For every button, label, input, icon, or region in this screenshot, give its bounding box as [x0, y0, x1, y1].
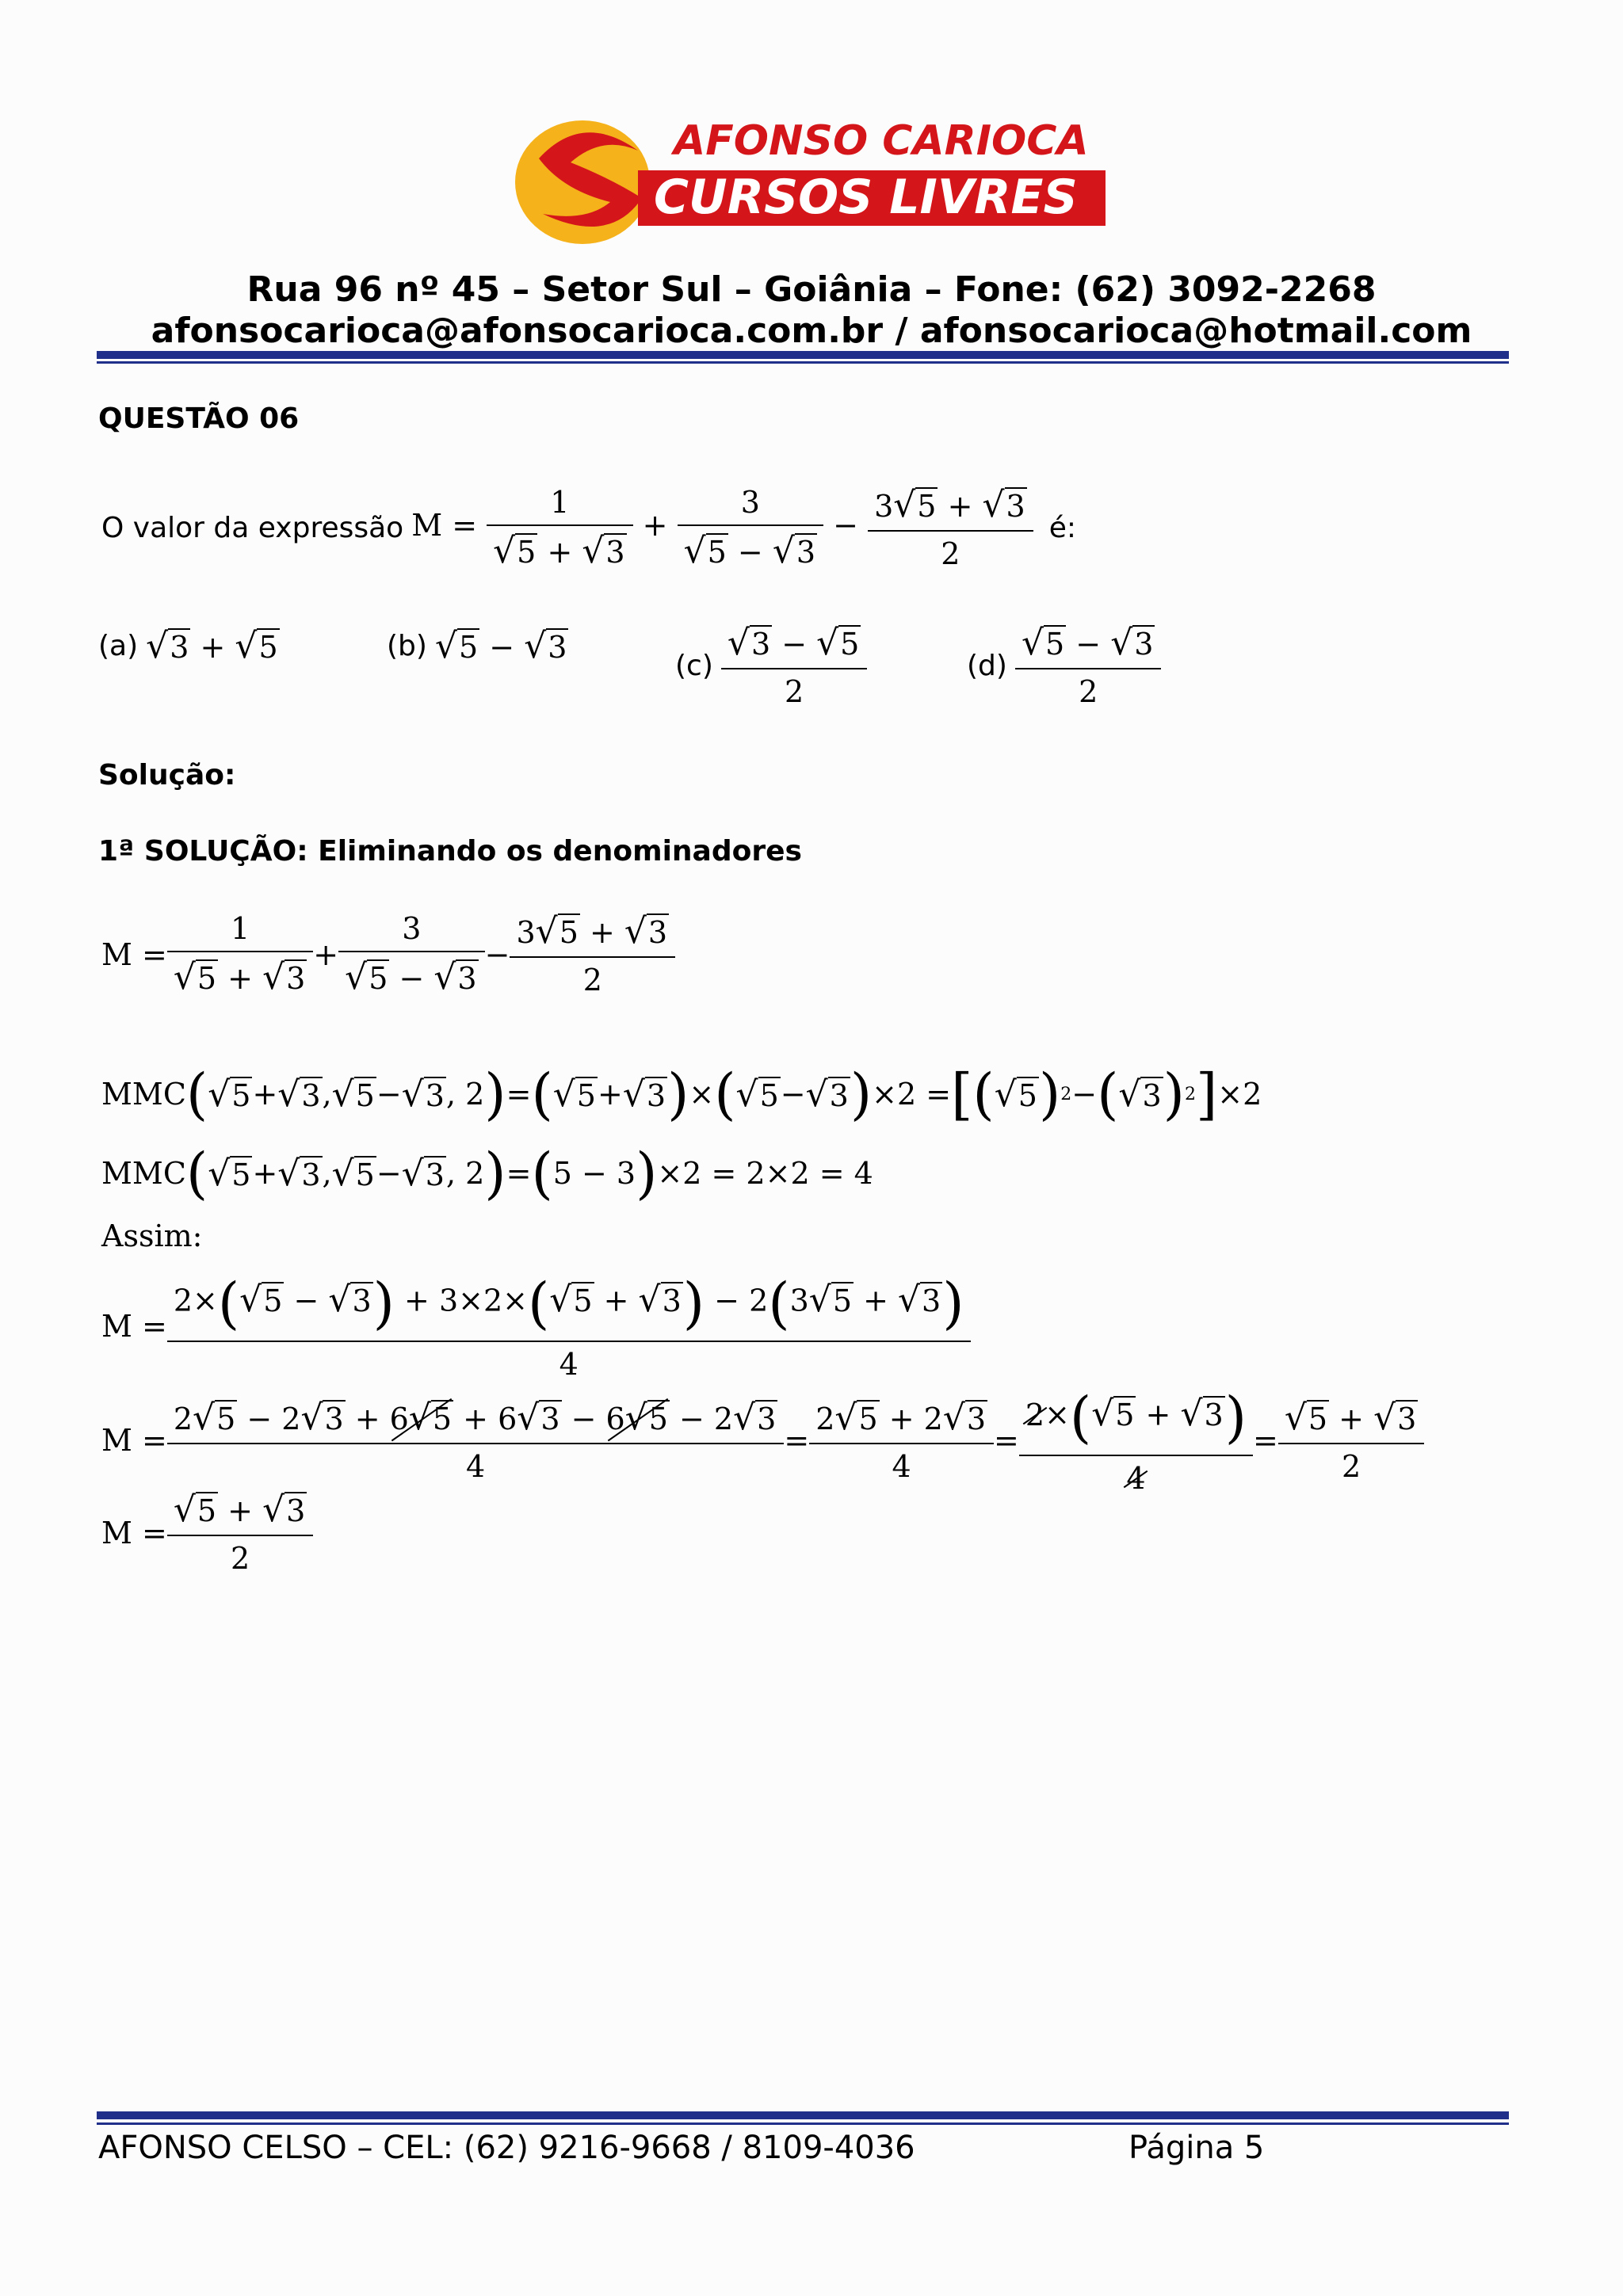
logo — [507, 103, 1109, 261]
solution-subtitle: 1ª SOLUÇÃO: Eliminando os denominadores — [98, 835, 802, 868]
expression-math: M = $\frac{1}{√5 + √3}$ + $\frac{3}{√5 - √3}$ − $\frac{3√5 + √3}{2}$ — [411, 485, 1033, 571]
logo-title: AFONSO CARIOCA — [674, 117, 1089, 165]
option-c-label: (c) — [675, 650, 713, 682]
option-a: (a) √3 + √5 — [98, 626, 278, 666]
option-c: (c) $\frac{√3 - √5}{2}$ — [675, 623, 867, 709]
math-line-4: M = $\frac{2\times(√5 - √3) + 3\times 2\times(√5 + √3) - 2(3√5 + √3)}{4}$ — [101, 1271, 971, 1382]
math-line-5: M = $\frac{2√5 - 2√3 + 6√5 + 6√3 - 6√5 - 2√3}{4}$ = $\frac{2√5 + 2√3}{4}$ = $\frac{2\times(√5 + √3)}{4}$ = $\frac{√5 + √3}{2}$ — [101, 1385, 1424, 1496]
question-intro: O valor da expressão — [101, 512, 404, 544]
option-d: (d) $\frac{√5 - √3}{2}$ — [967, 623, 1161, 709]
footer-rule-thin — [97, 2122, 1509, 2125]
assim-label: Assim: — [101, 1219, 203, 1253]
solution-title: Solução: — [98, 759, 236, 791]
address: Rua 96 nº 45 – Setor Sul – Goiânia – Fone: (62) 3092-2268 — [246, 269, 1377, 310]
logo-subtitle: CURSOS LIVRES — [654, 170, 1078, 225]
math-line-6: M = $\frac{√5 + √3}{2}$ — [101, 1489, 313, 1576]
option-a-label: (a) — [98, 630, 139, 662]
math-line-2: MMC ( √5 + √3 , √5 − √3 , 2 ) = ( √5 + √3 ) × ( √5 − √3 ) ×2 = [ ( √5 ) 2 − ( √3 ) 2 ] ×2 — [101, 1062, 1262, 1127]
math-line-1: M = $\frac{1}{√5 + √3}$ + $\frac{3}{√5 - √3}$ − $\frac{3√5 + √3}{2}$ — [101, 911, 675, 997]
header-rule-thin — [97, 361, 1509, 364]
math-line-3: MMC ( √5 + √3 , √5 − √3 , 2 ) = ( 5 − 3 ) ×2 = 2×2 = 4 — [101, 1141, 873, 1206]
footer-contact: AFONSO CELSO – CEL: (62) 9216-9668 / 8109-4036 — [98, 2130, 915, 2166]
footer-rule — [97, 2111, 1509, 2119]
option-b: (b) √5 − √3 — [387, 626, 567, 666]
question-expression — [101, 485, 1076, 571]
question-suffix: é: — [1048, 512, 1076, 544]
page-number: Página 5 — [1128, 2130, 1265, 2166]
option-b-label: (b) — [387, 630, 427, 662]
emails: afonsocarioca@afonsocarioca.com.br / afonsocarioca@hotmail.com — [151, 311, 1472, 351]
question-title: QUESTÃO 06 — [98, 402, 300, 435]
header-rule — [97, 351, 1509, 359]
option-d-label: (d) — [967, 650, 1007, 682]
